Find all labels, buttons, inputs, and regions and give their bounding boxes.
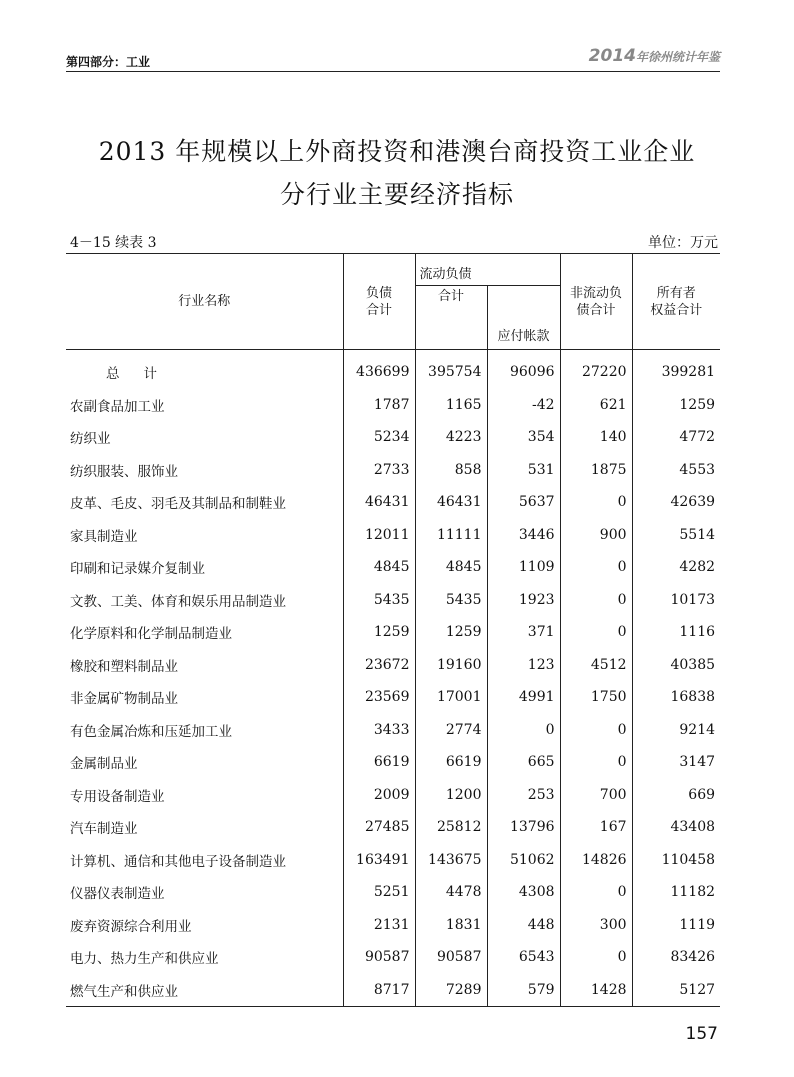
cell-current: 2774 — [415, 714, 487, 747]
cell-current: 143675 — [415, 844, 487, 877]
table-row — [66, 486, 720, 519]
cell-noncurrent: 700 — [560, 779, 632, 812]
cell-liabilities: 4845 — [343, 551, 415, 584]
header-payables: 应付帐款 — [487, 286, 560, 350]
header-rule — [66, 71, 720, 72]
cell-current: 5435 — [415, 584, 487, 617]
header-owner-equity: 所有者 权益合计 — [632, 254, 720, 350]
cell-current: 90587 — [415, 941, 487, 974]
cell-liabilities: 90587 — [343, 941, 415, 974]
cell-equity: 399281 — [661, 364, 716, 381]
cell-current: 1259 — [415, 616, 487, 649]
cell-equity: 11182 — [670, 884, 716, 901]
cell-liabilities: 2009 — [343, 779, 415, 812]
table-row — [66, 584, 720, 617]
table-row — [66, 811, 720, 844]
cell-equity: 1116 — [679, 624, 716, 641]
cell-liabilities: 23672 — [343, 649, 415, 682]
cell-liabilities: 5435 — [343, 584, 415, 617]
cell-payables: 96096 — [487, 350, 560, 389]
running-header — [66, 46, 720, 72]
row-name: 电力、热力生产和供应业 — [66, 941, 343, 974]
cell-equity: 42639 — [670, 494, 716, 511]
cell-equity: 4772 — [679, 429, 716, 446]
cell-payables: 531 — [487, 454, 560, 487]
cell-current: 17001 — [415, 681, 487, 714]
row-name: 废弃资源综合利用业 — [66, 909, 343, 942]
cell-noncurrent: 0 — [560, 616, 632, 649]
cell-current: 19160 — [415, 649, 487, 682]
cell-payables: 123 — [487, 649, 560, 682]
cell-payables: 3446 — [487, 519, 560, 552]
table-row — [66, 779, 720, 812]
yearbook-year: 2014 — [588, 46, 636, 66]
cell-noncurrent: 14826 — [560, 844, 632, 877]
cell-payables: 665 — [487, 746, 560, 779]
table-row — [66, 681, 720, 714]
cell-current: 4478 — [415, 876, 487, 909]
cell-liabilities: 5251 — [343, 876, 415, 909]
cell-equity: 3147 — [679, 754, 716, 771]
table-row — [66, 551, 720, 584]
cell-liabilities: 8717 — [343, 974, 415, 1007]
cell-liabilities: 46431 — [343, 486, 415, 519]
cell-liabilities: 1259 — [343, 616, 415, 649]
row-name: 文教、工美、体育和娱乐用品制造业 — [66, 584, 343, 617]
table-row — [66, 649, 720, 682]
section-label: 第四部分：工业 — [66, 55, 151, 69]
cell-current: 395754 — [415, 350, 487, 389]
cell-equity: 43408 — [670, 819, 716, 836]
cell-liabilities: 2733 — [343, 454, 415, 487]
cell-noncurrent: 0 — [560, 941, 632, 974]
header-current-total: 合计 — [415, 286, 487, 350]
cell-payables: 0 — [487, 714, 560, 747]
cell-equity: 5127 — [632, 974, 720, 1007]
header-industry: 行业名称 — [66, 254, 343, 350]
cell-payables: 13796 — [487, 811, 560, 844]
cell-current: 46431 — [415, 486, 487, 519]
cell-liabilities: 436699 — [343, 350, 415, 389]
cell-noncurrent: 4512 — [560, 649, 632, 682]
cell-noncurrent: 0 — [560, 714, 632, 747]
cell-payables: -42 — [487, 389, 560, 422]
table-row — [66, 974, 720, 1007]
header-current-liabilities: 流动负债 — [415, 254, 560, 286]
row-name: 家具制造业 — [66, 519, 343, 552]
cell-noncurrent: 0 — [560, 551, 632, 584]
row-name: 专用设备制造业 — [66, 779, 343, 812]
cell-liabilities: 5234 — [343, 421, 415, 454]
row-name: 纺织服装、服饰业 — [66, 454, 343, 487]
cell-payables: 5637 — [487, 486, 560, 519]
row-name: 农副食品加工业 — [66, 389, 343, 422]
table-row — [66, 389, 720, 422]
table-row — [66, 714, 720, 747]
cell-equity: 5514 — [679, 526, 716, 543]
table-row — [66, 519, 720, 552]
table-row — [66, 616, 720, 649]
cell-liabilities: 163491 — [343, 844, 415, 877]
cell-payables: 51062 — [487, 844, 560, 877]
cell-equity: 16838 — [670, 689, 716, 706]
cell-payables: 354 — [487, 421, 560, 454]
cell-equity: 1259 — [679, 396, 716, 413]
cell-liabilities: 3433 — [343, 714, 415, 747]
cell-equity: 40385 — [670, 656, 716, 673]
cell-payables: 6543 — [487, 941, 560, 974]
cell-current: 1200 — [415, 779, 487, 812]
cell-current: 1165 — [415, 389, 487, 422]
row-name: 化学原料和化学制品制造业 — [66, 616, 343, 649]
cell-noncurrent: 0 — [560, 584, 632, 617]
cell-equity: 9214 — [679, 721, 716, 738]
cell-current: 25812 — [415, 811, 487, 844]
cell-liabilities: 27485 — [343, 811, 415, 844]
cell-liabilities: 2131 — [343, 909, 415, 942]
table-row — [66, 876, 720, 909]
cell-current: 4223 — [415, 421, 487, 454]
table-row — [66, 941, 720, 974]
row-name: 橡胶和塑料制品业 — [66, 649, 343, 682]
cell-noncurrent: 300 — [560, 909, 632, 942]
cell-payables: 1109 — [487, 551, 560, 584]
cell-current: 858 — [415, 454, 487, 487]
row-name: 仪器仪表制造业 — [66, 876, 343, 909]
row-name: 燃气生产和供应业 — [66, 974, 343, 1007]
header-liabilities: 负债 合计 — [343, 254, 415, 350]
cell-noncurrent: 621 — [560, 389, 632, 422]
cell-equity: 669 — [688, 786, 716, 803]
cell-equity: 1119 — [679, 916, 716, 933]
yearbook-title: 年徐州统计年鉴 — [635, 50, 720, 64]
row-name: 计算机、通信和其他电子设备制造业 — [66, 844, 343, 877]
table-row — [66, 909, 720, 942]
page-number: 157 — [685, 1024, 718, 1044]
row-name: 印刷和记录媒介复制业 — [66, 551, 343, 584]
header-noncurrent-liabilities: 非流动负 债合计 — [560, 254, 632, 350]
cell-payables: 4308 — [487, 876, 560, 909]
cell-payables: 253 — [487, 779, 560, 812]
cell-noncurrent: 27220 — [560, 350, 632, 389]
cell-current: 1831 — [415, 909, 487, 942]
cell-equity: 83426 — [670, 949, 716, 966]
page-subtitle: 分行业主要经济指标 — [279, 180, 514, 209]
cell-equity: 4282 — [679, 559, 716, 576]
data-table — [66, 253, 720, 1007]
row-name: 有色金属冶炼和压延加工业 — [66, 714, 343, 747]
cell-equity: 10173 — [670, 591, 716, 608]
cell-noncurrent: 167 — [560, 811, 632, 844]
unit-label: 单位：万元 — [648, 235, 718, 251]
row-name: 皮革、毛皮、羽毛及其制品和制鞋业 — [66, 486, 343, 519]
cell-noncurrent: 0 — [560, 876, 632, 909]
cell-current: 4845 — [415, 551, 487, 584]
cell-noncurrent: 140 — [560, 421, 632, 454]
table-row — [66, 844, 720, 877]
table-row — [66, 454, 720, 487]
row-name: 总计 — [66, 350, 343, 389]
cell-liabilities: 23569 — [343, 681, 415, 714]
table-row — [66, 746, 720, 779]
cell-current: 11111 — [415, 519, 487, 552]
data-table-container — [66, 253, 720, 1007]
page-title: 2013 年规模以上外商投资和港澳台商投资工业企业 — [98, 137, 696, 166]
cell-liabilities: 1787 — [343, 389, 415, 422]
cell-noncurrent: 0 — [560, 746, 632, 779]
cell-payables: 579 — [487, 974, 560, 1007]
table-id: 4－15 续表 3 — [70, 235, 157, 251]
cell-payables: 371 — [487, 616, 560, 649]
table-row — [66, 421, 720, 454]
cell-payables: 1923 — [487, 584, 560, 617]
row-name: 非金属矿物制品业 — [66, 681, 343, 714]
cell-noncurrent: 1875 — [560, 454, 632, 487]
cell-noncurrent: 1750 — [560, 681, 632, 714]
cell-payables: 4991 — [487, 681, 560, 714]
cell-liabilities: 12011 — [343, 519, 415, 552]
cell-current: 6619 — [415, 746, 487, 779]
row-name: 汽车制造业 — [66, 811, 343, 844]
cell-payables: 448 — [487, 909, 560, 942]
row-name: 纺织业 — [66, 421, 343, 454]
row-name: 金属制品业 — [66, 746, 343, 779]
table-row — [66, 350, 720, 389]
cell-equity: 4553 — [679, 461, 716, 478]
cell-noncurrent: 1428 — [560, 974, 632, 1007]
cell-equity: 110458 — [661, 851, 716, 868]
cell-current: 7289 — [415, 974, 487, 1007]
cell-liabilities: 6619 — [343, 746, 415, 779]
yearbook-logo — [589, 46, 720, 66]
cell-noncurrent: 0 — [560, 486, 632, 519]
cell-noncurrent: 900 — [560, 519, 632, 552]
